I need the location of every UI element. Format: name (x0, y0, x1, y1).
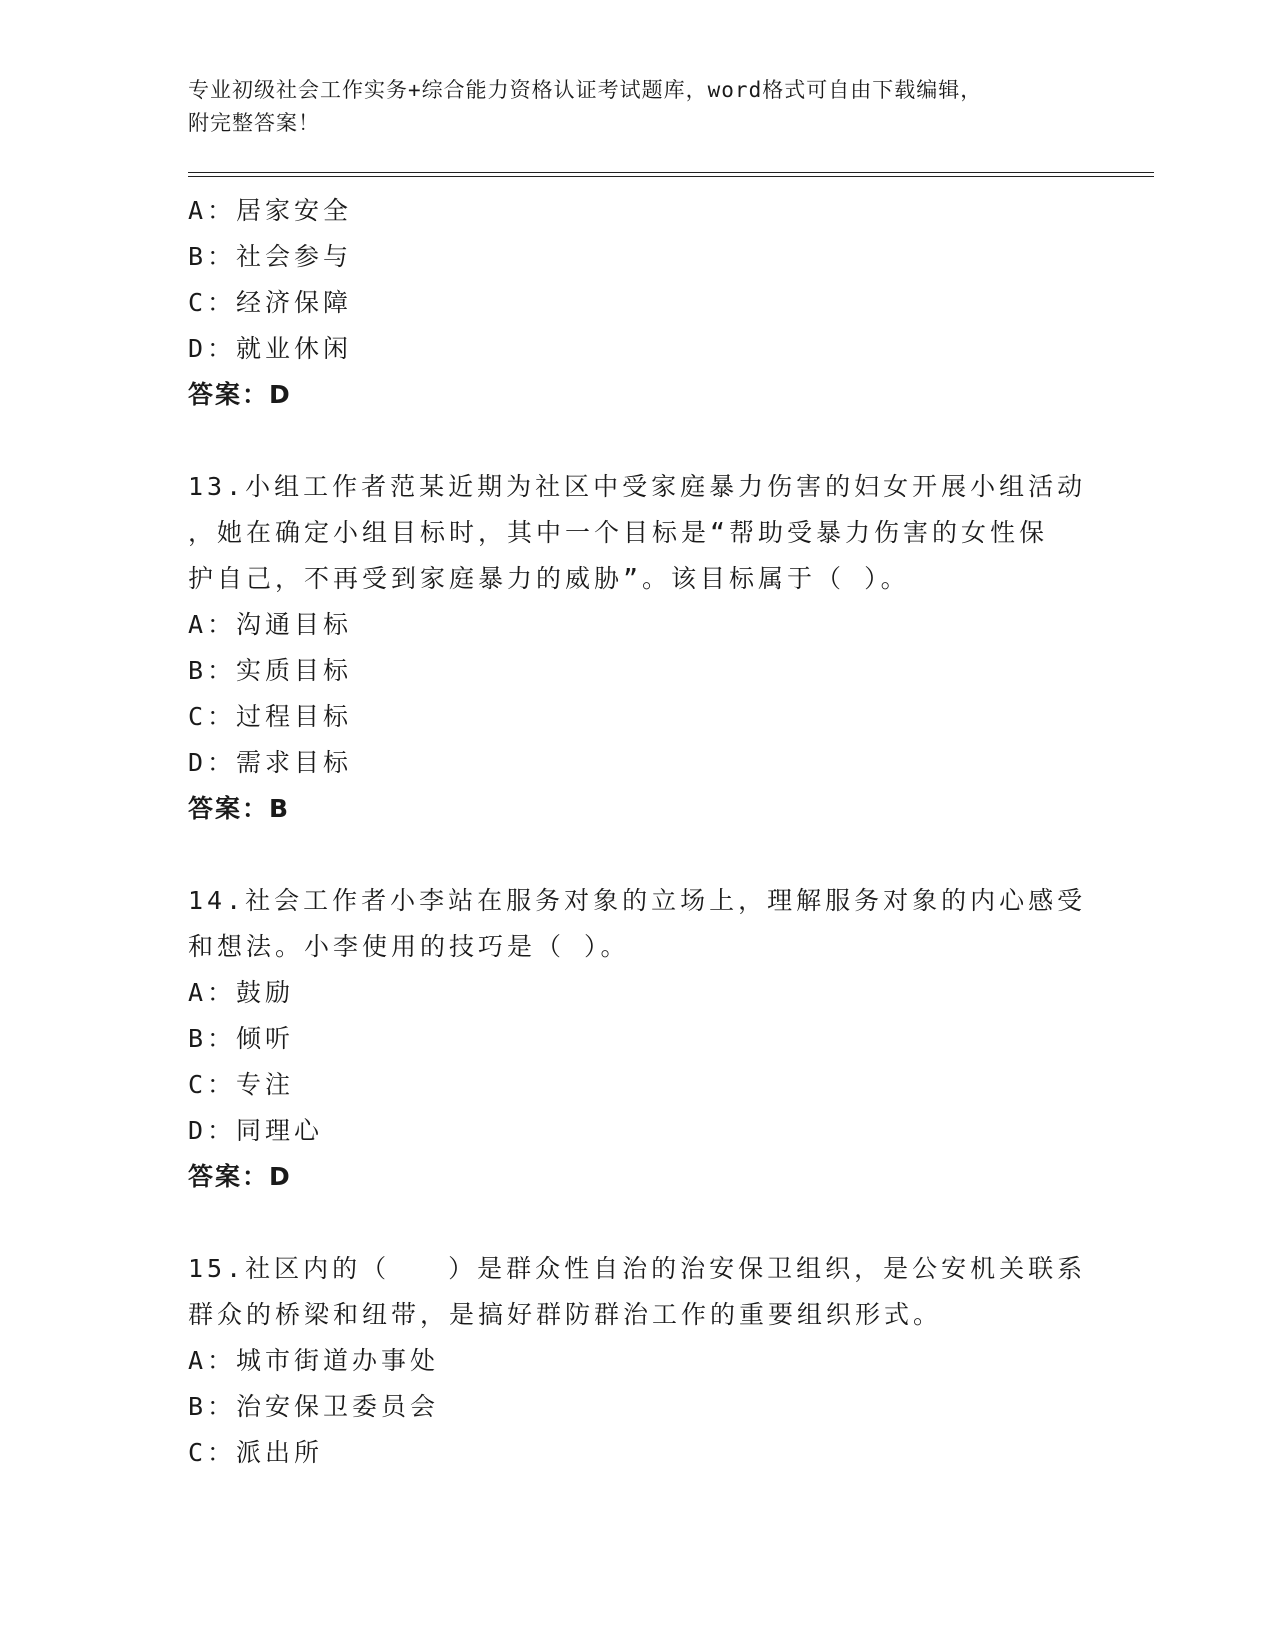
spacer (188, 418, 1088, 464)
question-13 (188, 464, 1088, 832)
option-d: D：同理心 (188, 1116, 324, 1145)
option-c: C：经济保障 (188, 288, 353, 317)
spacer (188, 1200, 1088, 1246)
question-content (188, 188, 1088, 1476)
question-text-line: 15.社区内的（ ）是群众性自治的治安保卫组织，是公安机关联系 (188, 1254, 1087, 1283)
question-text-line: 群众的桥梁和纽带，是搞好群防群治工作的重要组织形式。 (188, 1300, 943, 1329)
question-12-options (188, 188, 1088, 418)
option-c: C：过程目标 (188, 702, 353, 731)
spacer (188, 832, 1088, 878)
option-a: A：沟通目标 (188, 610, 353, 639)
option-b: B：治安保卫委员会 (188, 1392, 440, 1421)
question-text-line: ，她在确定小组目标时，其中一个目标是“帮助受暴力伤害的女性保 (188, 518, 1049, 547)
option-a: A：居家安全 (188, 196, 353, 225)
answer: 答案：B (188, 794, 291, 823)
option-c: C：专注 (188, 1070, 295, 1099)
header-rule-bottom (188, 176, 1154, 177)
question-text-line: 和想法。小李使用的技巧是（ ）。 (188, 932, 630, 961)
option-b: B：社会参与 (188, 242, 353, 271)
question-text-line: 13.小组工作者范某近期为社区中受家庭暴力伤害的妇女开展小组活动 (188, 472, 1087, 501)
header-rule-top (188, 172, 1154, 173)
question-text-line: 护自己，不再受到家庭暴力的威胁”。该目标属于（ ）。 (188, 564, 910, 593)
document-header (188, 74, 1088, 140)
option-c: C：派出所 (188, 1438, 324, 1467)
answer: 答案：D (188, 380, 292, 409)
question-text-line: 14.社会工作者小李站在服务对象的立场上，理解服务对象的内心感受 (188, 886, 1087, 915)
option-b: B：倾听 (188, 1024, 295, 1053)
header-line-2: 附完整答案！ (188, 111, 320, 135)
option-d: D：需求目标 (188, 748, 353, 777)
answer: 答案：D (188, 1162, 292, 1191)
question-14 (188, 878, 1088, 1200)
question-15 (188, 1246, 1088, 1476)
header-line-1: 专业初级社会工作实务+综合能力资格认证考试题库，word格式可自由下载编辑， (188, 78, 983, 102)
option-a: A：鼓励 (188, 978, 295, 1007)
option-a: A：城市街道办事处 (188, 1346, 440, 1375)
option-d: D：就业休闲 (188, 334, 353, 363)
option-b: B：实质目标 (188, 656, 353, 685)
